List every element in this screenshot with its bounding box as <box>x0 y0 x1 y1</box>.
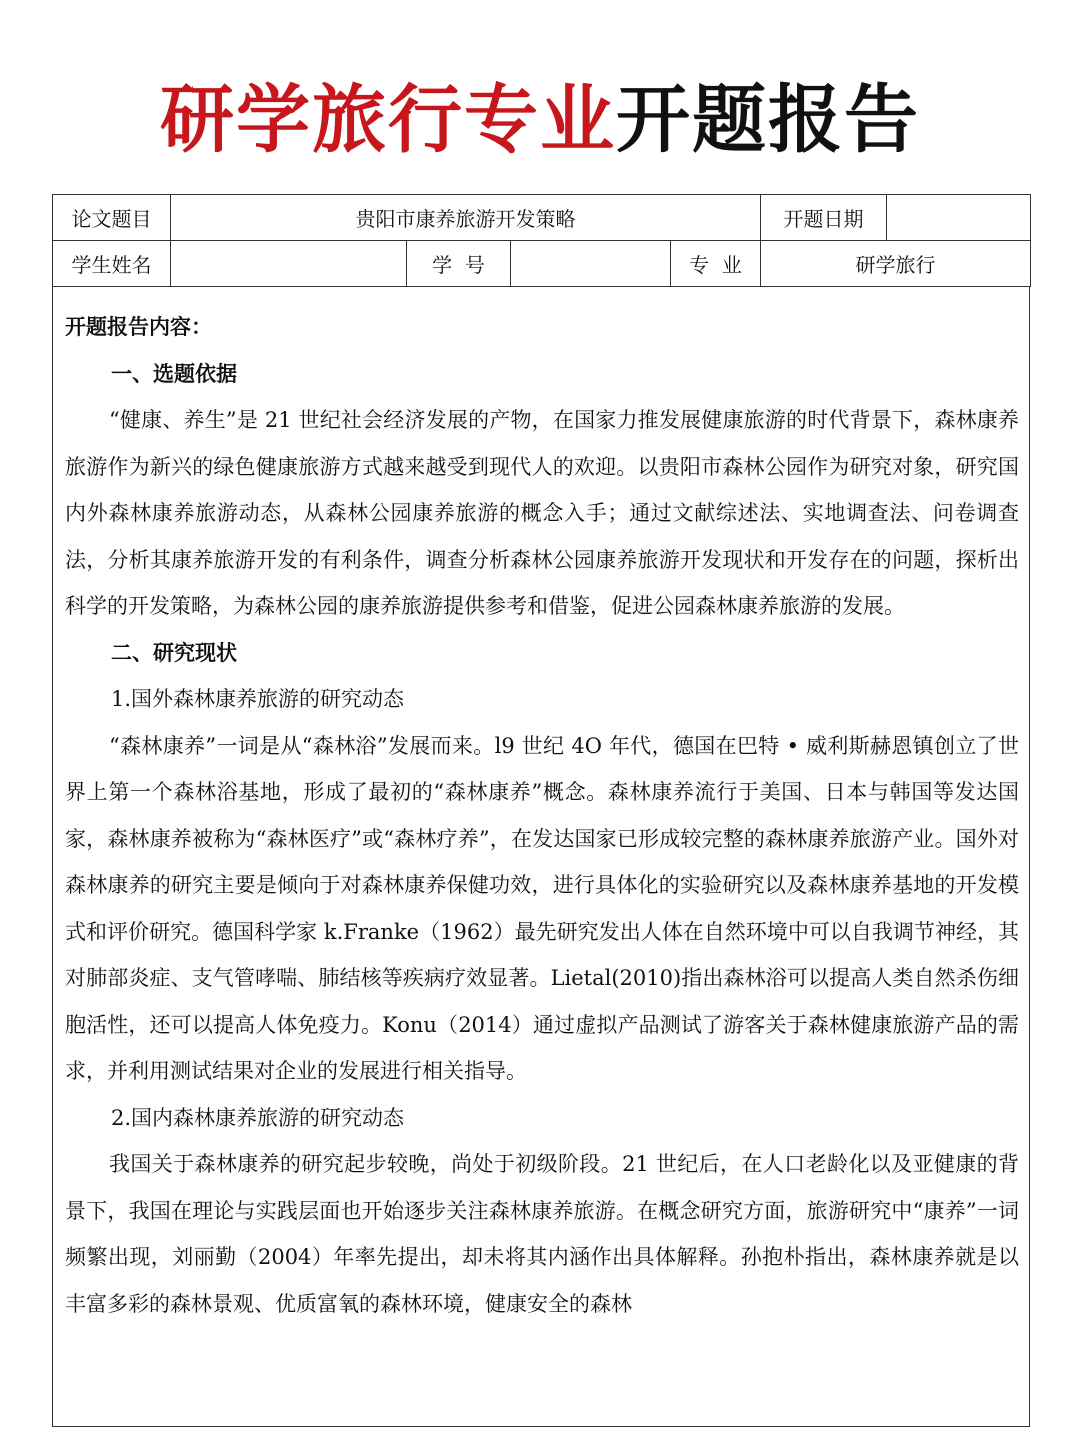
title-black-part: 开题报告 <box>616 77 920 163</box>
major-label: 专 业 <box>671 241 761 287</box>
info-row-2 <box>53 241 1031 287</box>
student-name-label: 学生姓名 <box>53 241 171 287</box>
date-label: 开题日期 <box>761 195 887 241</box>
info-row-1 <box>53 195 1031 241</box>
content-box <box>52 286 1030 1427</box>
heading-research-status: 二、研究现状 <box>111 639 237 665</box>
section-label: 开题报告内容： <box>65 314 212 339</box>
date-value <box>887 195 1031 241</box>
paragraph-topic-basis: “健康、养生”是 21 世纪社会经济发展的产物，在国家力推发展健康旅游的时代背景下，森林康养旅游作为新兴的绿色健康旅游方式越来越受到现代人的欢迎。以贵阳市森林公园作为研究对象，研究国内外森林康养旅游动态，从森林公园康养旅游的概念入手；通过文献综述法、实地调查法、问卷调查法，分析其康养旅游开发的有利条件，调查分析森林公园康养旅游开发现状和开发存在的问题，探析出科学的开发策略，为森林公园的康养旅游提供参考和借鉴，促进公园森林康养旅游的发展。 <box>65 408 1019 618</box>
thesis-title-label: 论文题目 <box>53 195 171 241</box>
report-content <box>65 304 1019 1327</box>
major-value: 研学旅行 <box>761 241 1031 287</box>
subheading-domestic-research: 2.国内森林康养旅游的研究动态 <box>111 1105 405 1130</box>
info-table <box>52 194 1031 287</box>
paragraph-domestic-research: 我国关于森林康养的研究起步较晚，尚处于初级阶段。21 世纪后，在人口老龄化以及亚健康的背景下，我国在理论与实践层面也开始逐步关注森林康养旅游。在概念研究方面，旅游研究中“康养”一词频繁出现，刘丽勤（2004）年率先提出，却未将其内涵作出具体解释。孙抱朴指出，森林康养就是以丰富多彩的森林景观、优质富氧的森林环境，健康安全的森林 <box>65 1152 1019 1316</box>
title-red-part: 研学旅行专业 <box>160 77 616 163</box>
student-id-label: 学 号 <box>407 241 511 287</box>
heading-topic-basis: 一、选题依据 <box>111 360 237 386</box>
subheading-foreign-research: 1.国外森林康养旅游的研究动态 <box>111 687 405 711</box>
student-id-value <box>511 241 671 287</box>
thesis-title-value: 贵阳市康养旅游开发策略 <box>171 195 761 241</box>
paragraph-foreign-research: “森林康养”一词是从“森林浴”发展而来。l9 世纪 4O 年代，德国在巴特 • 威利斯赫恩镇创立了世界上第一个森林浴基地，形成了最初的“森林康养”概念。森林康养流行于美国、日本与韩国等发达国家，森林康养被称为“森林医疗”或“森林疗养”，在发达国家已形成较完整的森林康养旅游产业。国外对森林康养的研究主要是倾向于对森林康养保健功效，进行具体化的实验研究以及森林康养基地的开发模式和评价研究。德国科学家 k.Franke（1962）最先研究发出人体在自然环境中可以自我调节神经，其对肺部炎症、支气管哮喘、肺结核等疾病疗效显著。Lietal(2010)指出森林浴可以提高人类自然杀伤细胞活性，还可以提高人体免疫力。Konu（2014）通过虚拟产品测试了游客关于森林健康旅游产品的需求，并利用测试结果对企业的发展进行相关指导。 <box>65 733 1019 1083</box>
page-title <box>0 72 1080 168</box>
student-name-value <box>171 241 407 287</box>
